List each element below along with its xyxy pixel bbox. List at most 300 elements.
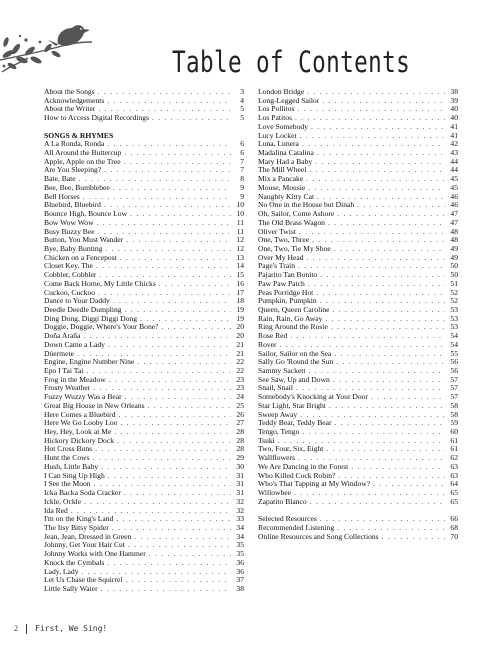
toc-entry[interactable] [44,297,244,306]
toc-entry-page: 46 [450,191,458,201]
toc-dot-leader [95,445,231,454]
toc-dot-leader [326,445,445,454]
toc-dot-leader [331,323,445,332]
toc-entry[interactable] [258,350,458,359]
toc-entry-page: 53 [450,322,458,332]
toc-entry-title: Here Comes a Bluebird [44,410,116,419]
toc-dot-leader [101,463,231,472]
toc-entry-page: 29 [236,453,244,463]
toc-entry-title: Hunt the Cows [44,454,90,463]
toc-entry[interactable] [258,236,458,245]
toc-entry[interactable] [258,358,458,367]
toc-entry[interactable] [258,262,458,271]
toc-entry-page: 17 [236,287,244,297]
toc-entry[interactable] [258,280,458,289]
toc-entry-page: 45 [450,182,458,192]
toc-entry[interactable] [44,437,244,446]
toc-entry-page: 45 [450,174,458,184]
toc-entry[interactable] [44,280,244,289]
toc-entry[interactable] [44,507,244,516]
toc-entry-page: 32 [236,505,244,515]
toc-dot-leader [77,350,231,359]
toc-entry-page: 6 [240,139,244,149]
toc-dot-leader [152,114,231,123]
toc-entry[interactable] [44,254,244,263]
toc-entry[interactable] [258,524,458,533]
toc-entry-title: Mouse, Mousie [258,183,306,192]
toc-dot-leader [302,428,445,437]
toc-dot-leader [351,463,445,472]
toc-dot-leader [137,358,231,367]
toc-entry-title: All Around the Buttercup [44,149,122,158]
toc-dot-leader [98,88,231,97]
toc-entry-page: 52 [450,296,458,306]
toc-dot-leader [308,367,445,376]
toc-entry[interactable] [44,175,244,184]
toc-entry[interactable] [258,114,458,123]
toc-dot-leader [300,411,445,420]
toc-entry-title: Pajarito Tan Bonito [258,271,318,280]
toc-entry[interactable] [44,402,244,411]
toc-entry-page: 59 [450,418,458,428]
toc-entry-title: Bell Horses [44,192,80,201]
toc-entry[interactable] [258,367,458,376]
toc-entry-title: Come Back Home, My Little Chicks [44,279,156,288]
toc-entry[interactable] [258,158,458,167]
toc-entry[interactable] [44,489,244,498]
toc-entry-title: Pumpkin, Pumpkin [258,297,317,306]
toc-entry-title: Here We Go Looby Loo [44,419,118,428]
toc-entry-title: Bow Wow Wow [44,218,94,227]
toc-dot-leader [294,489,445,498]
toc-entry-title: The Old Brass Wagon [258,218,325,227]
toc-entry[interactable] [258,210,458,219]
toc-entry[interactable] [258,463,458,472]
toc-entry-page: 21 [236,348,244,358]
toc-entry-page: 60 [450,427,458,437]
toc-dot-leader [93,454,231,463]
toc-entry[interactable] [258,271,458,280]
toc-entry[interactable] [44,524,244,533]
toc-entry[interactable] [258,254,458,263]
toc-entry-title: Acknowledgements [44,96,105,105]
toc-entry[interactable] [258,175,458,184]
toc-entry-title: One, Two, Tie My Shoe [258,244,331,253]
toc-entry[interactable] [44,245,244,254]
toc-entry-title: Dance to Your Daddy [44,297,110,306]
toc-entry[interactable] [44,219,244,228]
toc-entry-page: 9 [240,182,244,192]
toc-entry-title: Button, You Must Wander [44,236,124,245]
toc-entry-title: Long-Legged Sailor [258,96,320,105]
toc-entry-page: 54 [450,331,458,341]
toc-dot-leader [113,297,231,306]
toc-entry-page: 28 [236,427,244,437]
toc-entry[interactable] [258,498,458,507]
toc-entry-page: 23 [236,383,244,393]
toc-entry-page: 12 [236,235,244,245]
toc-dot-leader [148,402,231,411]
toc-dot-leader [382,533,445,542]
toc-entry-title: Cobbler, Cobbler [44,271,97,280]
toc-entry-title: Queen, Queen Caroline [258,305,330,314]
toc-entry[interactable] [258,184,458,193]
toc-entry[interactable] [44,228,244,237]
toc-dot-leader [120,419,231,428]
toc-dot-leader [373,480,445,489]
toc-entry-page: 70 [450,531,458,541]
toc-entry[interactable] [44,323,244,332]
toc-entry[interactable] [44,105,244,114]
toc-entry[interactable] [258,140,458,149]
toc-entry-title: Deedle Deedle Dumpling [44,305,122,314]
toc-entry-page: 44 [450,165,458,175]
toc-entry[interactable] [44,210,244,219]
toc-entry-title: About the Writer [44,105,96,114]
toc-entry[interactable] [44,114,244,123]
toc-entry[interactable] [258,297,458,306]
toc-entry[interactable] [44,341,244,350]
toc-dot-leader [96,262,231,271]
toc-entry[interactable] [44,568,244,577]
toc-entry-page: 25 [236,400,244,410]
toc-entry-page: 8 [240,174,244,184]
toc-entry[interactable] [258,201,458,210]
toc-entry[interactable] [258,445,458,454]
toc-entry[interactable] [44,350,244,359]
toc-entry-page: 57 [450,383,458,393]
toc-entry[interactable] [44,576,244,585]
toc-dot-leader [104,166,231,175]
toc-entry-title: Oh, Sailor, Come Ashore [258,210,335,219]
toc-entry-title: Hush, Little Baby [44,462,99,471]
toc-entry[interactable] [258,149,458,158]
toc-entry[interactable] [258,419,458,428]
toc-entry-title: Bye, Baby Bunting [44,244,103,253]
toc-entry-title: Rover [258,340,277,349]
toc-entry-title: Ickle, Ockle [44,497,82,506]
toc-entry[interactable] [258,454,458,463]
toc-entry-page: 68 [450,522,458,532]
toc-entry[interactable] [44,166,244,175]
toc-dot-leader [307,254,445,263]
toc-dot-leader [317,193,445,202]
toc-entry[interactable] [44,472,244,481]
toc-entry-title: Love Somebody [258,122,308,131]
toc-entry-page: 56 [450,357,458,367]
toc-entry-title: Knock the Cymbals [44,558,105,567]
toc-entry-page: 65 [450,496,458,506]
toc-entry-page: 50 [450,261,458,271]
toc-entry[interactable] [258,393,458,402]
toc-entry-page: 5 [240,104,244,114]
toc-entry[interactable] [258,132,458,141]
toc-entry-title: No One in the House but Dinah [258,201,355,210]
toc-entry[interactable] [44,428,244,437]
toc-entry-title: Doggie, Doggie, Where's Your Bone? [44,323,159,332]
toc-dot-leader [125,393,231,402]
toc-dot-leader [124,149,231,158]
toc-entry-page: 16 [236,278,244,288]
toc-dot-leader [97,219,231,228]
toc-entry-page: 44 [450,156,458,166]
toc-entry[interactable] [258,97,458,106]
toc-entry[interactable] [258,428,458,437]
toc-entry-page: 36 [236,557,244,567]
toc-entry[interactable] [44,585,244,594]
toc-entry-title: About the Songs [44,88,95,96]
toc-entry-page: 65 [450,488,458,498]
toc-entry[interactable] [44,358,244,367]
toc-dot-leader [94,480,231,489]
toc-entry-title: Wallflowers [258,454,295,463]
toc-entry-page: 27 [236,418,244,428]
toc-entry[interactable] [44,201,244,210]
toc-entry-title: Tsuki [258,436,275,445]
toc-entry[interactable] [44,289,244,298]
toc-entry-title: Sailor, Sailor on the Sea [258,349,332,358]
toc-entry-page: 37 [236,575,244,585]
toc-entry[interactable] [258,289,458,298]
toc-entry-title: Lucy Locket [258,131,297,140]
toc-entry-page: 28 [236,444,244,454]
toc-entry-title: Apple, Apple on the Tree [44,157,121,166]
toc-entry-page: 11 [236,217,244,227]
toc-dot-leader [307,88,445,97]
toc-entry[interactable] [258,332,458,341]
toc-entry[interactable] [44,393,244,402]
toc-entry-page: 24 [236,392,244,402]
toc-entry[interactable] [44,541,244,550]
toc-entry-title: Down Came a Lady [44,340,105,349]
toc-entry[interactable] [44,411,244,420]
toc-entry-title: I'm on the King's Land [44,515,114,524]
toc-entry-title: Willowbee [258,489,292,498]
toc-entry-page: 36 [236,566,244,576]
toc-dot-leader [109,376,231,385]
toc-entry[interactable] [258,480,458,489]
toc-dot-leader [311,123,445,132]
toc-entry-page: 30 [236,461,244,471]
toc-dot-leader [335,419,445,428]
toc-entry-title: Los Patitos [258,114,292,123]
toc-dot-leader [290,332,445,341]
page-header [0,0,500,80]
toc-entry-page: 10 [236,209,244,219]
toc-entry-page: 31 [236,470,244,480]
toc-entry-title: I See the Moon [44,480,91,489]
toc-spacer [258,507,458,516]
toc-entry[interactable] [258,228,458,237]
toc-entry[interactable] [44,184,244,193]
toc-entry[interactable] [258,376,458,385]
toc-entry[interactable] [258,533,458,542]
toc-entry[interactable] [44,262,244,271]
toc-entry-page: 22 [236,357,244,367]
toc-entry-title: Are You Sleeping? [44,166,102,175]
toc-entry[interactable] [44,498,244,507]
toc-entry[interactable] [258,384,458,393]
toc-dot-leader [333,376,445,385]
toc-entry[interactable] [44,533,244,542]
toc-entry-title: Hey, Hey, Look at Me [44,428,112,437]
toc-entry[interactable] [258,411,458,420]
toc-entry-title: Jean, Jean, Dressed in Green [44,532,132,541]
toc-entry-page: 14 [236,261,244,271]
toc-entry-page: 7 [240,165,244,175]
toc-column-right [258,88,458,541]
toc-entry[interactable] [44,315,244,324]
toc-dot-leader [161,323,231,332]
toc-entry[interactable] [258,437,458,446]
toc-entry-page: 51 [450,278,458,288]
toc-entry-title: Sammy Sackett [258,367,306,375]
toc-entry[interactable] [258,193,458,202]
toc-entry[interactable] [44,306,244,315]
toc-entry[interactable] [258,323,458,332]
toc-dot-leader [83,332,231,341]
toc-entry[interactable] [44,332,244,341]
toc-entry[interactable] [258,489,458,498]
toc-entry-page: 5 [240,113,244,123]
toc-entry[interactable] [258,166,458,175]
toc-entry-page: 53 [450,304,458,314]
toc-dot-leader [101,585,231,594]
toc-dot-leader [86,367,231,376]
toc-dot-leader [357,201,445,210]
toc-entry[interactable] [44,454,244,463]
toc-entry[interactable] [44,384,244,393]
toc-entry[interactable] [258,472,458,481]
toc-entry-title: Chicken on a Fencepost [44,253,117,262]
toc-entry[interactable] [44,559,244,568]
toc-section-heading: SONGS & RHYMES [44,130,114,140]
toc-entry-title: Two, Four, Six, Eight [258,445,324,454]
toc-dot-leader [99,271,231,280]
toc-entry[interactable] [44,236,244,245]
toc-entry-page: 57 [450,392,458,402]
toc-entry[interactable] [44,463,244,472]
toc-dot-leader [98,105,231,114]
toc-entry-title: Paw Paw Patch [258,279,305,288]
toc-entry-title: How to Access Digital Recordings [44,114,150,123]
toc-dot-leader [325,315,445,324]
toc-dot-leader [125,306,231,315]
toc-entry[interactable] [44,271,244,280]
toc-entry[interactable] [258,515,458,524]
toc-entry-title: London Bridge [258,88,305,96]
toc-entry-page: 31 [236,479,244,489]
toc-entry[interactable] [258,402,458,411]
toc-entry-title: Icka Backa Soda Cracker [44,489,121,498]
toc-entry-title: Frog in the Meadow [44,375,106,384]
toc-entry[interactable] [44,97,244,106]
toc-dot-leader [149,550,231,559]
toc-dot-leader [93,384,231,393]
toc-entry-page: 43 [450,148,458,158]
toc-entry-title: Snail, Snail [258,384,294,393]
toc-entry-page: 46 [450,200,458,210]
toc-entry[interactable] [44,367,244,376]
toc-entry[interactable] [258,245,458,254]
toc-entry[interactable] [44,158,244,167]
toc-entry[interactable] [258,88,458,97]
toc-dot-leader [108,341,231,350]
toc-dot-leader [338,472,445,481]
toc-dot-leader [320,271,445,280]
toc-entry-page: 38 [236,583,244,593]
toc-entry-title: Sweep Away [258,410,298,419]
toc-entry-page: 41 [450,130,458,140]
toc-entry-page: 64 [450,479,458,489]
toc-entry[interactable] [258,123,458,132]
toc-entry[interactable] [44,550,244,559]
toc-entry-title: Little Sally Water [44,584,98,593]
toc-entry[interactable] [44,445,244,454]
toc-entry[interactable] [258,341,458,350]
toc-entry[interactable] [258,306,458,315]
toc-entry-title: Mix a Pancake [258,175,304,184]
toc-dot-leader [71,507,231,516]
toc-entry-page: 3 [240,87,244,96]
toc-entry[interactable] [258,105,458,114]
toc-entry-page: 40 [450,113,458,123]
toc-entry[interactable] [44,480,244,489]
toc-entry-page: 42 [450,139,458,149]
toc-dot-leader [140,315,231,324]
toc-entry[interactable] [44,419,244,428]
toc-entry-title: Naughty Kitty Cat [258,192,315,201]
toc-dot-leader [315,158,445,167]
toc-entry-page: 34 [236,531,244,541]
toc-dot-leader [107,559,231,568]
toc-entry-page: 47 [450,209,458,219]
toc-entry-title: Rain, Rain, Go Away [258,314,323,323]
toc-dot-leader [124,489,231,498]
toc-entry-page: 38 [450,87,458,96]
toc-entry-title: Busy Buzzy Bee [44,227,95,236]
toc-entry-title: Star Light, Star Bright [258,401,326,410]
toc-dot-leader [300,132,445,141]
toc-entry[interactable] [44,376,244,385]
toc-entry-title: Frosty Weather [44,384,91,393]
toc-entry[interactable] [258,219,458,228]
toc-entry[interactable] [258,315,458,324]
toc-entry-page: 31 [236,488,244,498]
toc-entry-title: Hot Cross Buns [44,445,93,454]
toc-dot-leader [328,219,445,228]
toc-dot-leader [320,515,445,524]
toc-entry-page: 33 [236,514,244,524]
toc-entry[interactable] [44,515,244,524]
toc-entry-page: 35 [236,549,244,559]
toc-entry-page: 61 [450,444,458,454]
toc-dot-leader [298,105,445,114]
toc-entry[interactable] [44,88,244,97]
toc-dot-leader [337,210,445,219]
toc-entry-page: 61 [450,435,458,445]
toc-entry-page: 9 [240,191,244,201]
toc-entry-title: See Saw, Up and Down [258,375,330,384]
toc-dot-leader [79,175,231,184]
toc-dot-leader [126,236,231,245]
toc-entry[interactable] [44,149,244,158]
toc-entry[interactable] [44,140,244,149]
toc-entry[interactable] [44,193,244,202]
toc-dot-leader [308,184,445,193]
toc-dot-leader [120,254,231,263]
toc-entry-title: I Can Sing Up High [44,471,105,480]
